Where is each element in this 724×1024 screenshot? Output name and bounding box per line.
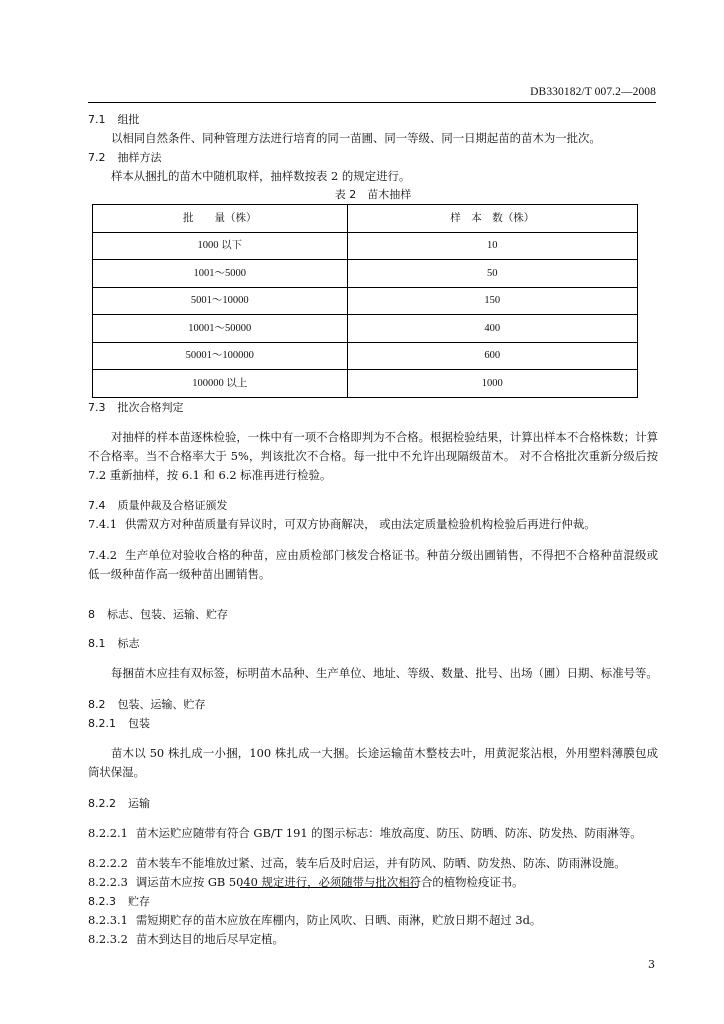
- table-row: [93, 260, 638, 288]
- section-7-3-heading: 7.3 批次合格判定: [88, 400, 184, 414]
- table-caption: 表 2 苗木抽样: [334, 188, 412, 201]
- section-8-2-3-2-text: 8.2.3.2 苗木到达目的地后尽早定植。: [88, 932, 284, 947]
- section-7-2-text: 样本从捆扎的苗木中随机取样，抽样数按表 2 的规定进行。: [111, 169, 411, 183]
- table-cell: 100000 以上: [93, 370, 348, 398]
- column-header-sample: 样 本 数（株）: [347, 205, 637, 233]
- table-cell: 5001～10000: [93, 287, 348, 315]
- table-row: [93, 287, 638, 315]
- table-cell: 1000 以下: [93, 232, 348, 260]
- section-7-3-text: 对抽样的样本苗逐株检验，一株中有一项不合格即判为不合格。根据检验结果，计算出样本不合格株数；计算不合格率。当不合格率大于 5%，判该批次不合格。每一批中不允许出现隔级苗木。 对不合格批次重新分级后按 7.2 重新抽样，按 6.1 和 6.2 标准再进行检验。: [88, 429, 658, 482]
- section-8-2-heading: 8.2 包装、运输、贮存: [88, 697, 206, 711]
- section-8-1-text: 每捆苗木应挂有双标签，标明苗木品种、生产单位、地址、等级、数量、批号、出场（圃）日期、标准号等。: [111, 666, 658, 681]
- table-cell: 1001～5000: [93, 260, 348, 288]
- page-number: 3: [648, 958, 655, 971]
- table-cell: 1000: [347, 370, 637, 398]
- section-8-2-2-heading: 8.2.2 运输: [88, 796, 150, 810]
- section-8-1-heading: 8.1 标志: [88, 637, 140, 651]
- section-7-4-1-text: 7.4.1 供需双方对种苗质量有异议时，可双方协商解决， 或由法定质量检验机构检验后再进行仲裁。: [88, 517, 596, 532]
- header-rule: [88, 102, 656, 103]
- section-8-2-1-heading: 8.2.1 包装: [88, 716, 150, 730]
- table-row: [93, 342, 638, 370]
- section-7-4-2-text: 7.4.2 生产单位对验收合格的种苗，应由质检部门核发合格证书。种苗分级出圃销售，不得把不合格种苗混级或低一级种苗作高一级种苗出圃销售。: [88, 547, 658, 581]
- section-7-4-heading: 7.4 质量仲裁及合格证颁发: [88, 499, 228, 513]
- table-cell: 10001～50000: [93, 315, 348, 343]
- table-header-row: [93, 205, 638, 233]
- table-row: [93, 315, 638, 343]
- table-cell: 10: [347, 232, 637, 260]
- section-8-2-1-text: 苗木以 50 株扎成一小捆，100 株扎成一大捆。长途运输苗木整枝去叶，用黄泥浆沾根，外用塑料薄膜包成筒状保湿。: [88, 746, 658, 780]
- document-code: DB330182/T 007.2—2008: [530, 86, 656, 98]
- sampling-table: [92, 204, 638, 398]
- table-cell: 400: [347, 315, 637, 343]
- section-7-1-text: 以相同自然条件、同种管理方法进行培育的同一苗圃、同一等级、同一日期起苗的苗木为一批次。: [111, 131, 601, 145]
- section-7-1-heading: 7.1 组批: [88, 113, 140, 126]
- document-body: [88, 110, 658, 949]
- table-cell: 150: [347, 287, 637, 315]
- section-8-2-3-1-text: 8.2.3.1 需短期贮存的苗木应放在库棚内，防止风吹、日晒、雨淋，贮放日期不超过 3d。: [88, 913, 542, 928]
- table-cell: 50: [347, 260, 637, 288]
- end-of-text-rule: [240, 887, 418, 888]
- section-8-heading: 8 标志、包装、运输、贮存: [88, 608, 228, 622]
- table-row: [93, 370, 638, 398]
- section-8-2-2-3-text: 8.2.2.3 调运苗木应按 GB 5040 规定进行，必须随带与批次相符合的植物检疫证书。: [88, 875, 524, 890]
- section-8-2-2-1-text: 8.2.2.1 苗木运贮应随带有符合 GB/T 191 的图示标志：堆放高度、防压、防晒、防冻、防发热、防雨淋等。: [88, 826, 642, 841]
- table-cell: 600: [347, 342, 637, 370]
- section-7-2-heading: 7.2 抽样方法: [88, 151, 162, 164]
- table-row: [93, 232, 638, 260]
- table-cell: 50001～100000: [93, 342, 348, 370]
- section-8-2-3-heading: 8.2.3 贮存: [88, 895, 150, 909]
- section-8-2-2-2-text: 8.2.2.2 苗木装车不能堆放过紧、过高，装车后及时启运，并有防风、防晒、防发热、防冻、防雨淋设施。: [88, 856, 626, 871]
- column-header-batch: 批 量（株）: [93, 205, 348, 233]
